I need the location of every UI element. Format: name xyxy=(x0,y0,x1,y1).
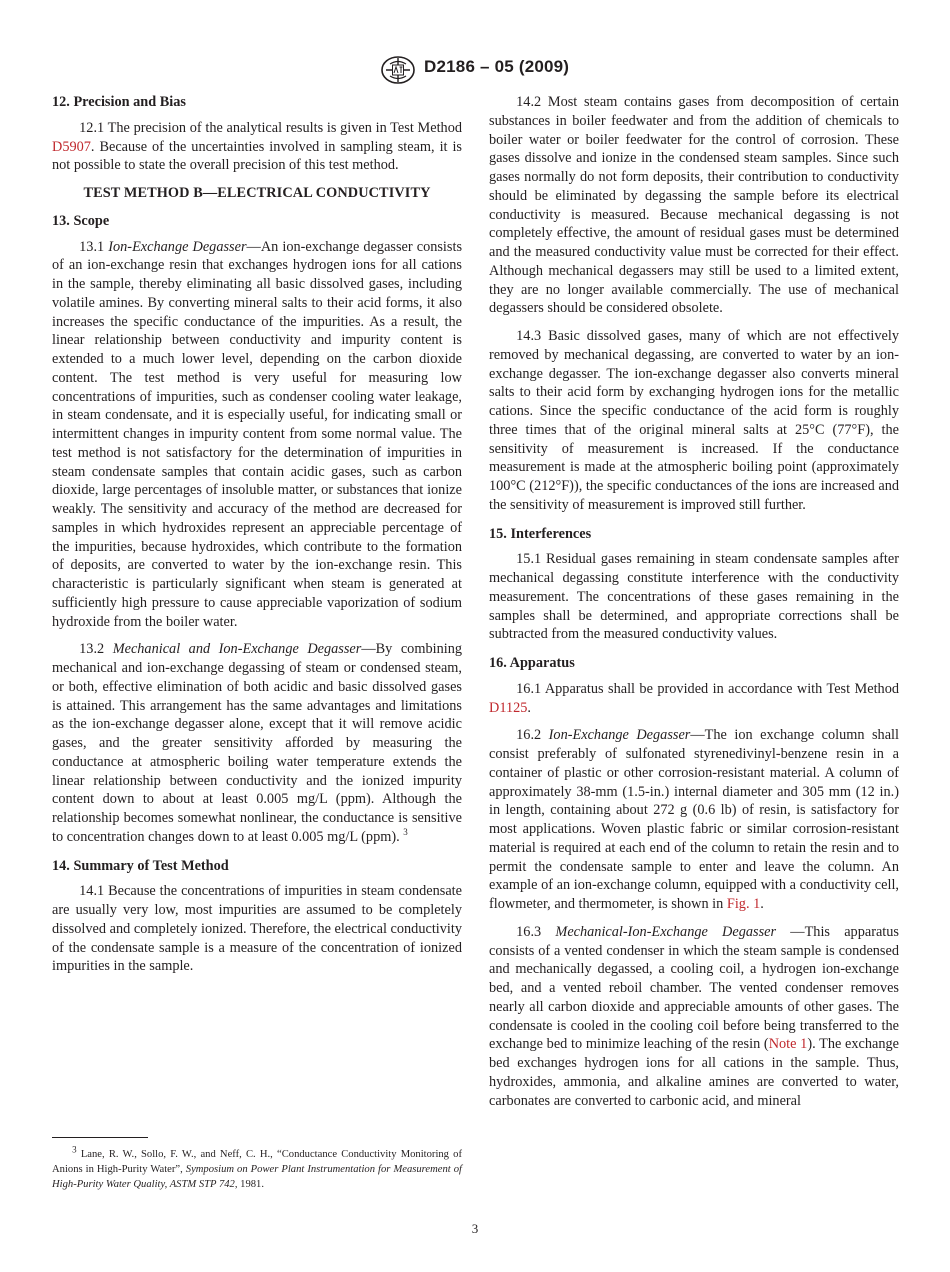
astm-logo-icon xyxy=(380,55,416,85)
section-15-heading: 15. Interferences xyxy=(489,525,592,542)
footnote-3: $^3$ Lane, R. W., Sollo, F. W., and Neff, C. H., “Conductance Conductivity Monitoring of Anions in High-Purity Water”, Symposium on Power Plant Instrumentation for Measurement of High-Purity Water Quality, ASTM STP 742, 1981. xyxy=(52,1144,462,1191)
section-12-heading: 12. Precision and Bias xyxy=(52,94,186,110)
paragraph-16-3: 16.3 Mechanical-Ion-Exchange Degasser —This apparatus consists of a vented condenser in which the steam sample is condensed and mechanically degassed, a cooling coil, a hydrogen ion-exchange bed, and a vented reboil chamber. The vented condenser removes nearly all carbon dioxide and appreciable amounts of other gases. The condensate is cooled in the cooling coil before being transferred to the exchange bed to minimize leaching of the resin (Note 1). The exchange bed exchanges hydrogen ions for all cations in the sample. Thus, hydroxides, ammonia, and alkaline amines are converted to water, carbonates are converted to carbonic acid, and mineral xyxy=(489,923,900,1109)
paragraph-13-2: 13.2 Mechanical and Ion-Exchange Degasser—By combining mechanical and ion-exchange degassing of steam or condensed steam, or both, effective elimination of both acidic and basic dissolved gases is attained. This arrangement has the same advantages and limitations as the ion-exchange degasser alone, except that it will remove acidic gases, and the greater sensitivity afforded by measuring the conductance at atmospheric boiling water temperature extends the linear relationship between conductivity and the ionized impurity content down to about at least 0.005 mg/L (ppm). Although the relationship becomes somewhat nonlinear, the conductance is sensitive to concentration changes down to at least 0.005 mg/L (ppm). $^3$ xyxy=(52,641,462,845)
paragraph-16-2: 16.2 Ion-Exchange Degasser—The ion exchange column shall consist preferably of sulfonated styrenedivinyl-benzene resin in a container of plastic or other corrosion-resistant material. A column of approximately 38-mm (1.5-in.) internal diameter and 305 mm (12 in.) in length, containing about 272 g (0.6 lb) of resin, is satisfactory for most applications. Woven plastic fabric or similar corrosion-resistant material is required at each end of the column to retain the resin and to permit the condensate sample to enter and leave the column. An example of an ion-exchange column, equipped with a conductivity cell, flowmeter, and thermometer, is shown in Fig. 1. xyxy=(489,727,899,912)
footnote-divider xyxy=(52,1137,148,1138)
test-method-b-heading: TEST METHOD B—ELECTRICAL CONDUCTIVITY xyxy=(83,185,431,201)
ref-note-1-link[interactable]: Note 1 xyxy=(768,1036,808,1053)
paragraph-16-1: 16.1 Apparatus shall be provided in accordance with Test Method D1125. xyxy=(489,680,899,716)
footnote-ref-3[interactable]: 3 xyxy=(403,826,408,837)
ref-d5907-link[interactable]: D5907 xyxy=(52,138,91,155)
left-column xyxy=(52,93,462,985)
ref-fig-1-link[interactable]: Fig. 1 xyxy=(726,896,761,912)
ref-d1125-link[interactable]: D1125 xyxy=(489,699,528,716)
section-13-heading: 13. Scope xyxy=(52,212,110,229)
document-designation: D2186 – 05 (2009) xyxy=(424,57,570,76)
paragraph-14-1: 14.1 Because the concentrations of impurities in steam condensate are usually very low, most impurities are assumed to be completely dissolved and completely ionized. Therefore, the electrical conductivity of the condensate sample is a measure of the concentration of ionized impurities in the sample. xyxy=(52,883,462,975)
paragraph-12-1: 12.1 The precision of the analytical results is given in Test Method D5907. Because of the uncertainties involved in sampling steam, it is not possible to state the overall precision of this test method. xyxy=(52,119,462,174)
page-header xyxy=(0,55,950,85)
right-column xyxy=(489,93,899,1119)
section-16-heading: 16. Apparatus xyxy=(489,655,575,671)
paragraph-14-2: 14.2 Most steam contains gases from decomposition of certain substances in boiler feedwater and from the addition of chemicals to boiler water or boiler feedwater for the control of corrosion. These gases dissolve and ionize in the condensed steam samples. Since such gases normally do not form deposits, their contribution to conductivity should be eliminated by degassing the sample before its electrical conductivity is measured. Because mechanical degassing is not completely effective, the amount of residual gases must be determined and the measured conductivity value must be corrected for their effect. Although mechanical degassers may still be used to a limited extent, they are no longer available commercially. The use of mechanical degassers should be considered obsolete. xyxy=(489,94,899,317)
paragraph-15-1: 15.1 Residual gases remaining in steam condensate samples after mechanical degassing constitute interference with the conductivity measurement. The concentrations of these gases remaining in the samples shall be determined, and appropriate corrections shall be subtracted from the measured conductivity values. xyxy=(489,551,899,643)
section-14-heading: 14. Summary of Test Method xyxy=(52,857,229,874)
paragraph-14-3: 14.3 Basic dissolved gases, many of which are not effectively removed by mechanical degassing, are converted to water by an ion-exchange degasser. The ion-exchange degasser also converts mineral salts to their acid form by exchanging hydrogen ions for the metallic cations. Since the specific conductance of the acid form is roughly three times that of the original mineral salts at 25°C (77°F), the sensitivity of measurement is increased. If the conductance measurement is made at the atmospheric boiling point (approximately 100°C (212°F)), the specific conductances of the ions are increased and the sensitivity of measurement is improved still further. xyxy=(489,328,899,513)
page-number: 3 xyxy=(471,1221,479,1236)
paragraph-13-1: 13.1 Ion-Exchange Degasser—An ion-exchange degasser consists of an ion-exchange resin that exchanges hydrogen ions for all cations in the sample, thereby eliminating all basic dissolved gases, including volatile amines. By converting mineral salts to their acid forms, it also increases the specific conductance of the impurities. As a result, the linear relationship between conductivity and impurity content is extended to a much lower level, depending on the carbon dioxide content. The test method is very useful for measuring low concentrations of impurities, such as condenser cooling water leakage, in steam condensate, and it is especially useful, for indicating small or intermittent changes in impurity content from some normal value. The test method is not satisfactory for the determination of impurities in steam condensate samples that contain acidic gases, such as carbon dioxide, large percentages of insoluble matter, or substances that ionize weakly. The sensitivity and accuracy of the method are decreased for samples in which hydroxides represent an appreciable percentage of the impurities, because hydroxides, which contribute to the formation of deposits, are converted to water by the ion-exchange resin. This characteristic is particularly significant when steam is generated at sufficiently high pressure to cause appreciable vaporization of sodium hydroxide from the boiler water. xyxy=(52,238,463,630)
